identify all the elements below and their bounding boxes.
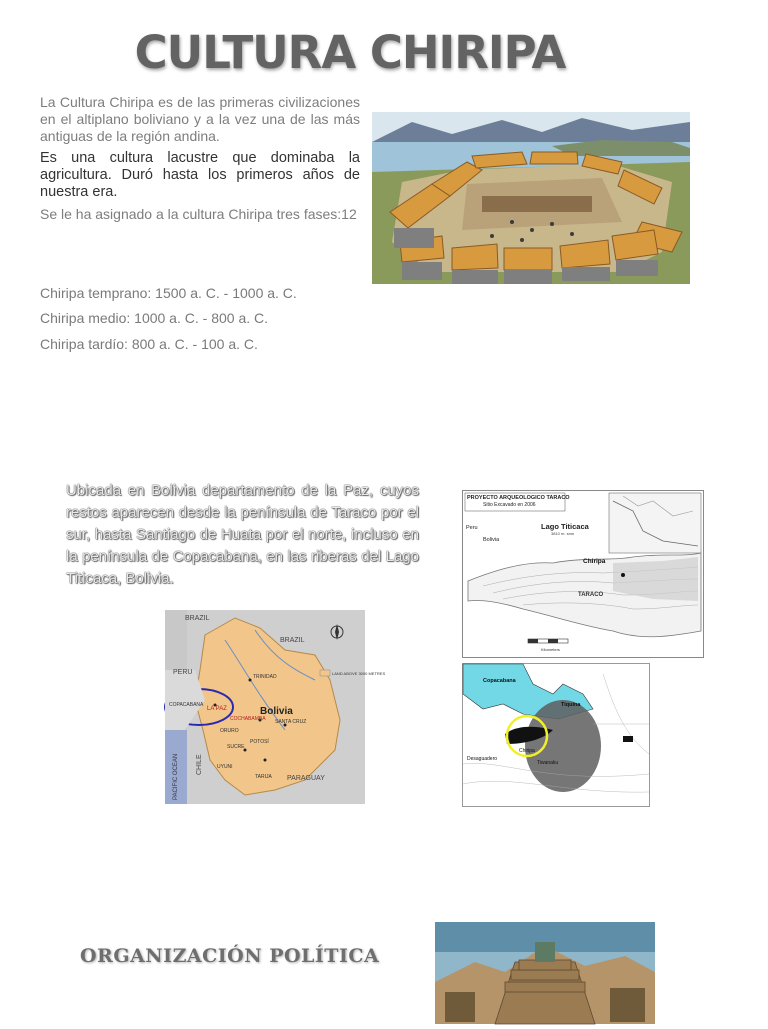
- country-label: Peru: [466, 525, 478, 531]
- bolivia-map: [165, 610, 386, 804]
- map-label: PARAGUAY: [287, 775, 325, 782]
- map-label: UYUNI: [217, 764, 233, 770]
- scale-label: Kilometers: [541, 647, 560, 652]
- map-label: Chiripa: [519, 748, 535, 754]
- map-label: COPACABANA: [169, 702, 204, 708]
- phase-item: Chiripa tardío: 800 a. C. - 100 a. C.: [40, 336, 258, 352]
- map-label: BRAZIL: [185, 615, 210, 622]
- map-label: ORURO: [220, 728, 239, 734]
- lake-sublabel: 3810 m. snm: [551, 531, 575, 536]
- phase-item: Chiripa medio: 1000 a. C. - 800 a. C.: [40, 310, 269, 326]
- intro-paragraph-1: La Cultura Chiripa es de las primeras civilizaciones en el altiplano boliviano y a la vez una de las más antiguas de la región andina.: [40, 94, 360, 144]
- country-label: Bolivia: [483, 537, 500, 543]
- map-header: PROYECTO ARQUEOLOGICO TARACO: [467, 495, 570, 501]
- map-label: SUCRE: [227, 744, 245, 750]
- intro-paragraph-2: Es una cultura lacustre que dominaba la agricultura. Duró hasta los primeros años de nuestra era.: [40, 150, 360, 200]
- country-label: Bolivia: [260, 706, 293, 717]
- legend-text: LAND ABOVE 3000 METRES: [332, 671, 386, 676]
- map-label: SANTA CRUZ: [275, 719, 307, 725]
- section-heading: ORGANIZACIÓN POLÍTICA: [80, 945, 380, 967]
- map-label: BRAZIL: [280, 637, 305, 644]
- intro-paragraph-3: Se le ha asignado a la cultura Chiripa tres fases:12: [40, 206, 357, 222]
- pyramid-illustration: [435, 922, 655, 1024]
- map-label: Desaguadero: [467, 756, 498, 762]
- location-paragraph: Ubicada en Bolivia departamento de la Paz, cuyos restos aparecen desde la península de Taraco por el sur, hasta Santiago de Huata por el norte, incluso en la península de Copacabana, en las riberas del Lago Titicaca, Bolivia.: [66, 482, 419, 587]
- map-label: Copacabana: [483, 678, 516, 684]
- map-label: TARIJA: [255, 774, 272, 780]
- peninsula-label: TARACO: [578, 592, 604, 598]
- lake-titicaca-map: [462, 663, 650, 807]
- map-subheader: Sitio Excavado en 2006: [483, 502, 536, 508]
- chiripa-village-illustration: [372, 112, 690, 284]
- site-label: Chiripa: [583, 558, 606, 565]
- phase-item: Chiripa temprano: 1500 a. C. - 1000 a. C.: [40, 285, 297, 301]
- intro-block: [40, 94, 360, 223]
- map-label: PERU: [173, 669, 193, 676]
- map-label: Tiquina: [561, 702, 581, 708]
- taraco-map: [462, 490, 704, 658]
- map-label: TRINIDAD: [253, 674, 277, 680]
- map-label: PACIFIC OCEAN: [173, 753, 179, 800]
- map-label: COCHABAMBA: [230, 716, 266, 722]
- lake-label: Lago Titicaca: [541, 522, 589, 531]
- map-label: CHILE: [196, 754, 203, 775]
- map-label: POTOSÍ: [250, 739, 269, 745]
- map-label: LA PAZ: [207, 706, 227, 712]
- map-label: Tiwanaku: [537, 760, 559, 766]
- page-title: CULTURA CHIRIPA: [134, 26, 566, 79]
